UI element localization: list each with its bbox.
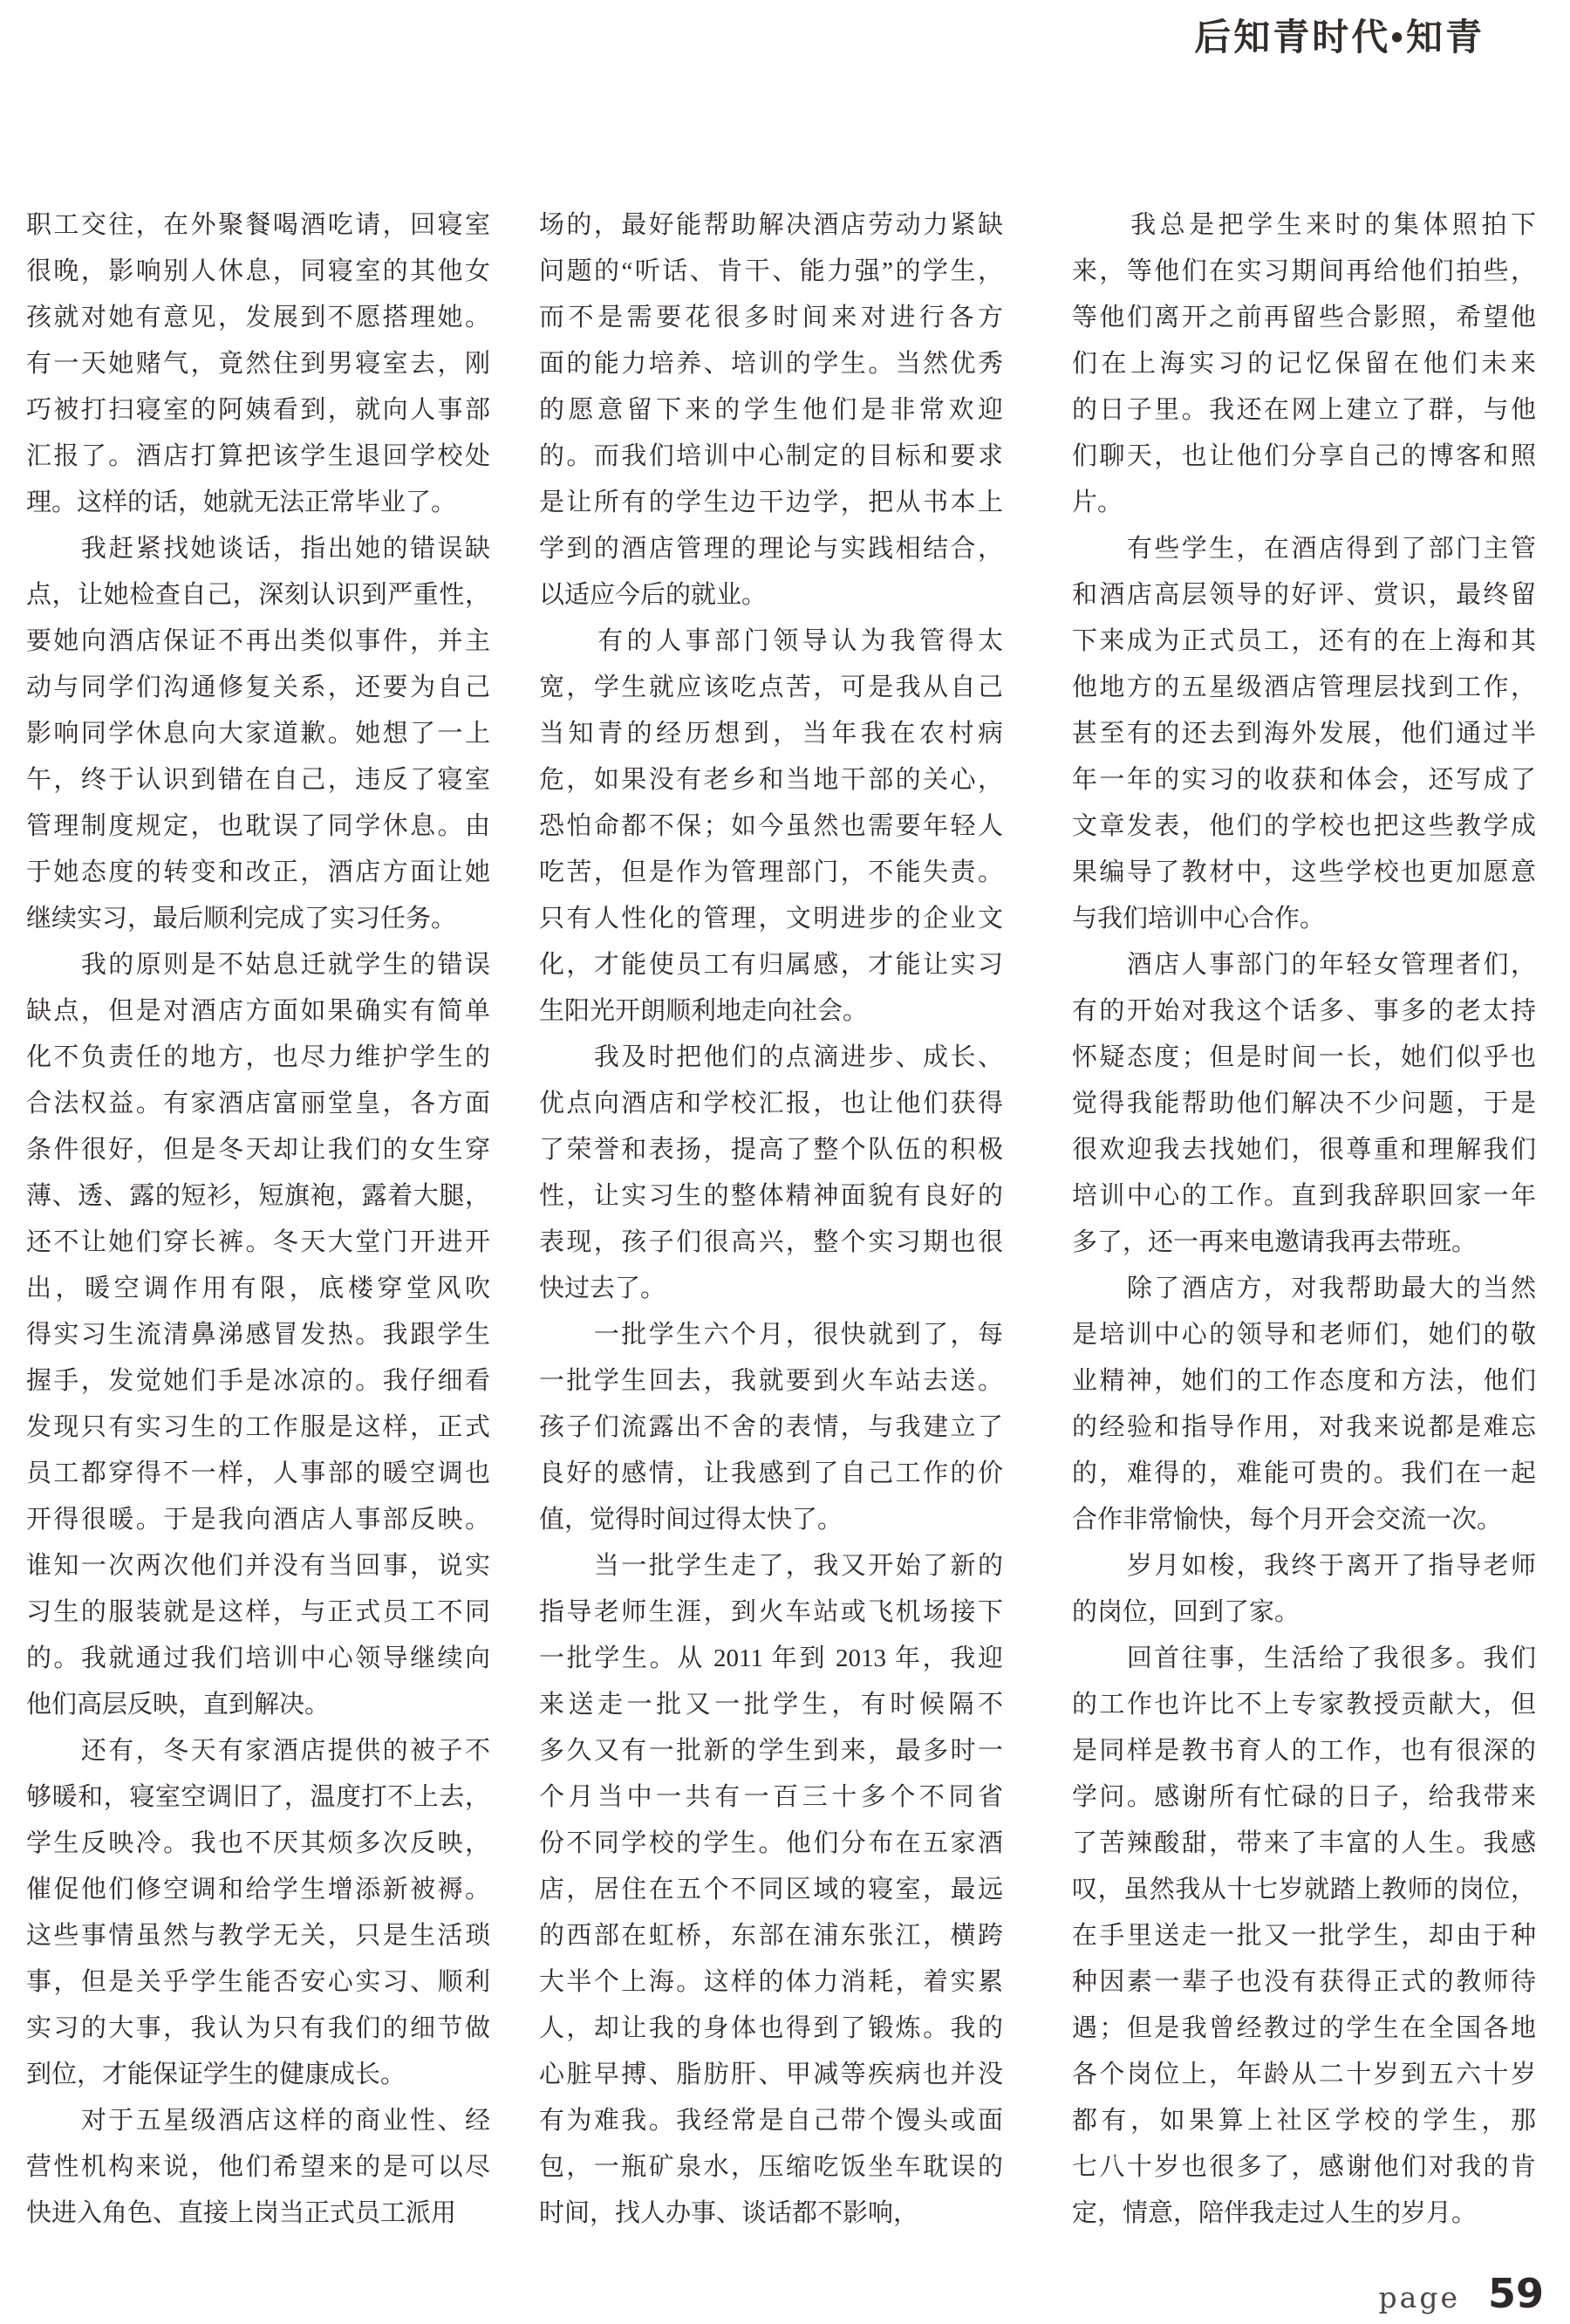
text-line: 的日子里。我还在网上建立了群，与他 — [1072, 396, 1536, 424]
text-line: 觉得我能帮助他们解决不少问题，于是 — [1072, 1090, 1536, 1118]
text-line: 来，等他们在实习期间再给他们拍些， — [1072, 257, 1536, 285]
text-line: 大半个上海。这样的体力消耗，着实累 — [539, 1968, 1003, 1996]
text-line: 指导老师生涯，到火车站或飞机场接下 — [539, 1598, 1003, 1626]
text-line: 的。而我们培训中心制定的目标和要求 — [539, 442, 1003, 470]
text-line: 快进入角色、直接上岗当正式员工派用 — [26, 2199, 457, 2227]
text-column-3 — [1072, 202, 1536, 2237]
text-line: 巧被打扫寝室的阿姨看到，就向人事部 — [26, 396, 490, 424]
text-line: 的岗位，回到了家。 — [1072, 1598, 1300, 1626]
text-line: 了荣誉和表扬，提高了整个队伍的积极 — [539, 1136, 1003, 1164]
footer-page-number: 59 — [1487, 2270, 1544, 2317]
text-line: 营性机构来说，他们希望来的是可以尽 — [26, 2153, 490, 2181]
text-line: 岁月如梭，我终于离开了指导老师 — [1072, 1552, 1536, 1580]
page-footer — [1379, 2270, 1544, 2317]
text-line: 面的能力培养、培训的学生。当然优秀 — [539, 350, 1003, 378]
text-line: 午，终于认识到错在自己，违反了寝室 — [26, 766, 490, 794]
text-line: 点，让她检查自己，深刻认识到严重性， — [26, 581, 490, 609]
text-line: 们在上海实习的记忆保留在他们未来 — [1072, 350, 1536, 378]
text-line: 和酒店高层领导的好评、赏识，最终留 — [1072, 581, 1536, 609]
text-line: 还不让她们穿长裤。冬天大堂门开进开 — [26, 1228, 490, 1256]
text-line: 业精神，她们的工作态度和方法，他们 — [1072, 1367, 1536, 1395]
text-line: 个月当中一共有一百三十多个不同省 — [539, 1783, 1003, 1811]
text-line: 够暖和，寝室空调旧了，温度打不上去， — [26, 1783, 490, 1811]
text-line: 都有，如果算上社区学校的学生，那 — [1072, 2107, 1536, 2135]
text-line: 果编导了教材中，这些学校也更加愿意 — [1072, 858, 1536, 886]
text-line: 有的人事部门领导认为我管得太 — [539, 627, 1003, 655]
text-line: 学生反映冷。我也不厌其烦多次反映， — [26, 1829, 490, 1857]
text-line: 吃苦，但是作为管理部门，不能失责。 — [539, 858, 1003, 886]
text-line: 年一年的实习的收获和体会，还写成了 — [1072, 766, 1536, 794]
text-line: 等他们离开之前再留些合影照，希望他 — [1072, 304, 1536, 332]
text-line: 文章发表，他们的学校也把这些教学成 — [1072, 812, 1536, 840]
text-line: 片。 — [1072, 489, 1123, 516]
text-line: 他地方的五星级酒店管理层找到工作， — [1072, 673, 1536, 701]
text-line: 良好的感情，让我感到了自己工作的价 — [539, 1459, 1003, 1487]
page-header-title: 后知青时代•知青 — [1194, 18, 1485, 58]
text-line: 人，却让我的身体也得到了锻炼。我的 — [539, 2014, 1003, 2042]
text-line: 这些事情虽然与教学无关，只是生活琐 — [26, 1922, 490, 1950]
text-line: 事，但是关乎学生能否安心实习、顺利 — [26, 1968, 490, 1996]
text-line: 有一天她赌气，竟然住到男寝室去，刚 — [26, 350, 490, 378]
text-line: 场的，最好能帮助解决酒店劳动力紧缺 — [539, 211, 1003, 239]
text-line: 学问。感谢所有忙碌的日子，给我带来 — [1072, 1783, 1536, 1811]
text-line: 多久又有一批新的学生到来，最多时一 — [539, 1737, 1003, 1765]
text-line: 薄、透、露的短衫，短旗袍，露着大腿， — [26, 1182, 490, 1210]
text-line: 在手里送走一批又一批学生，却由于种 — [1072, 1922, 1536, 1950]
text-line: 心脏早搏、脂肪肝、甲减等疾病也并没 — [539, 2061, 1003, 2088]
text-line: 包，一瓶矿泉水，压缩吃饭坐车耽误的 — [539, 2153, 1003, 2181]
text-line: 遇；但是我曾经教过的学生在全国各地 — [1072, 2014, 1536, 2042]
text-line: 习生的服装就是这样，与正式员工不同 — [26, 1598, 490, 1626]
text-line: 种因素一辈子也没有获得正式的教师待 — [1072, 1968, 1536, 1996]
text-line: 回首往事，生活给了我很多。我们 — [1072, 1644, 1536, 1672]
text-line: 汇报了。酒店打算把该学生退回学校处 — [26, 442, 490, 470]
text-line: 出，暖空调作用有限，底楼穿堂风吹 — [26, 1275, 490, 1302]
text-line: 是让所有的学生边干边学，把从书本上 — [539, 489, 1003, 516]
text-line: 来送走一批又一批学生，有时候隔不 — [539, 1691, 1003, 1719]
text-line: 的，难得的，难能可贵的。我们在一起 — [1072, 1459, 1536, 1487]
text-line: 各个岗位上，年龄从二十岁到五六十岁 — [1072, 2061, 1536, 2088]
text-line: 很晚，影响别人休息，同寝室的其他女 — [26, 257, 490, 285]
text-line: 一批学生六个月，很快就到了，每 — [539, 1321, 1003, 1349]
text-line: 问题的“听话、肯干、能力强”的学生， — [539, 257, 1003, 285]
text-line: 我的原则是不姑息迁就学生的错误 — [26, 951, 490, 979]
text-line: 的西部在虹桥，东部在浦东张江，横跨 — [539, 1922, 1003, 1950]
text-line: 的工作也许比不上专家教授贡献大，但 — [1072, 1691, 1536, 1719]
text-line: 恐怕命都不保；如今虽然也需要年轻人 — [539, 812, 1003, 840]
text-line: 的愿意留下来的学生他们是非常欢迎 — [539, 396, 1003, 424]
text-line: 多了，还一再来电邀请我再去带班。 — [1072, 1228, 1478, 1256]
text-line: 动与同学们沟通修复关系，还要为自己 — [26, 673, 490, 701]
text-line: 怀疑态度；但是时间一长，她们似乎也 — [1072, 1043, 1536, 1071]
text-line: 我赶紧找她谈话，指出她的错误缺 — [26, 535, 490, 563]
text-line: 优点向酒店和学校汇报，也让他们获得 — [539, 1090, 1003, 1118]
text-line: 孩就对她有意见，发展到不愿搭理她。 — [26, 304, 490, 332]
text-line: 影响同学休息向大家道歉。她想了一上 — [26, 720, 490, 748]
text-line: 生阳光开朗顺利地走向社会。 — [539, 997, 869, 1025]
text-line: 学到的酒店管理的理论与实践相结合， — [539, 535, 1003, 563]
text-line: 得实习生流清鼻涕感冒发热。我跟学生 — [26, 1321, 490, 1349]
text-line: 当知青的经历想到，当年我在农村病 — [539, 720, 1003, 748]
text-line: 的。我就通过我们培训中心领导继续向 — [26, 1644, 490, 1672]
text-line: 下来成为正式员工，还有的在上海和其 — [1072, 627, 1536, 655]
text-line: 有些学生，在酒店得到了部门主管 — [1072, 535, 1536, 563]
text-line: 缺点，但是对酒店方面如果确实有简单 — [26, 997, 490, 1025]
text-line: 很欢迎我去找她们，很尊重和理解我们 — [1072, 1136, 1536, 1164]
text-line: 理。这样的话，她就无法正常毕业了。 — [26, 489, 457, 516]
text-line: 他们高层反映，直到解决。 — [26, 1691, 331, 1719]
text-line: 一批学生回去，我就要到火车站去送。 — [539, 1367, 1003, 1395]
text-line: 要她向酒店保证不再出类似事件，并主 — [26, 627, 490, 655]
footer-page-label: page — [1378, 2280, 1460, 2314]
text-line: 开得很暖。于是我向酒店人事部反映。 — [26, 1506, 490, 1534]
text-line: 表现，孩子们很高兴，整个实习期也很 — [539, 1228, 1003, 1256]
text-line: 份不同学校的学生。他们分布在五家酒 — [539, 1829, 1003, 1857]
text-line: 握手，发觉她们手是冰凉的。我仔细看 — [26, 1367, 490, 1395]
text-line: 甚至有的还去到海外发展，他们通过半 — [1072, 720, 1536, 748]
text-column-2 — [539, 202, 1003, 2237]
text-line: 是同样是教书育人的工作，也有很深的 — [1072, 1737, 1536, 1765]
text-line: 是培训中心的领导和老师们，她们的敬 — [1072, 1321, 1536, 1349]
text-column-1 — [26, 202, 490, 2237]
text-line: 管理制度规定，也耽误了同学休息。由 — [26, 812, 490, 840]
text-line: 除了酒店方，对我帮助最大的当然 — [1072, 1275, 1536, 1302]
text-line: 催促他们修空调和给学生增添新被褥。 — [26, 1876, 490, 1904]
text-line: 化不负责任的地方，也尽力维护学生的 — [26, 1043, 490, 1071]
text-line: 孩子们流露出不舍的表情，与我建立了 — [539, 1413, 1003, 1441]
text-line: 定，情意，陪伴我走过人生的岁月。 — [1072, 2199, 1478, 2227]
text-line: 有为难我。我经常是自己带个馒头或面 — [539, 2107, 1003, 2135]
text-line: 宽，学生就应该吃点苦，可是我从自己 — [539, 673, 1003, 701]
text-line: 培训中心的工作。直到我辞职回家一年 — [1072, 1182, 1536, 1210]
text-line: 有的开始对我这个话多、事多的老太持 — [1072, 997, 1536, 1025]
text-line: 七八十岁也很多了，感谢他们对我的肯 — [1072, 2153, 1536, 2181]
text-line: 化，才能使员工有归属感，才能让实习 — [539, 951, 1003, 979]
text-line: 值，觉得时间过得太快了。 — [539, 1506, 843, 1534]
text-line: 发现只有实习生的工作服是这样，正式 — [26, 1413, 490, 1441]
text-line: 谁知一次两次他们并没有当回事，说实 — [26, 1552, 490, 1580]
text-line: 到位，才能保证学生的健康成长。 — [26, 2061, 406, 2088]
text-line: 快过去了。 — [539, 1275, 666, 1302]
text-line: 叹，虽然我从十七岁就踏上教师的岗位， — [1072, 1876, 1536, 1904]
text-line: 以适应今后的就业。 — [539, 581, 768, 609]
text-line: 当一批学生走了，我又开始了新的 — [539, 1552, 1003, 1580]
text-line: 继续实习，最后顺利完成了实习任务。 — [26, 905, 457, 933]
text-line: 酒店人事部门的年轻女管理者们， — [1072, 951, 1536, 979]
text-line: 时间，找人办事、谈话都不影响， — [539, 2199, 919, 2227]
text-line: 员工都穿得不一样，人事部的暖空调也 — [26, 1459, 490, 1487]
text-line: 的经验和指导作用，对我来说都是难忘 — [1072, 1413, 1536, 1441]
text-line: 与我们培训中心合作。 — [1072, 905, 1326, 933]
text-line: 还有，冬天有家酒店提供的被子不 — [26, 1737, 490, 1765]
text-line: 条件很好，但是冬天却让我们的女生穿 — [26, 1136, 490, 1164]
text-line: 们聊天，也让他们分享自己的博客和照 — [1072, 442, 1536, 470]
text-line: 职工交往，在外聚餐喝酒吃请，回寝室 — [26, 211, 490, 239]
text-line: 我及时把他们的点滴进步、成长、 — [539, 1043, 1003, 1071]
text-line: 危，如果没有老乡和当地干部的关心， — [539, 766, 1003, 794]
text-line: 合作非常愉快，每个月开会交流一次。 — [1072, 1506, 1503, 1534]
text-line: 只有人性化的管理，文明进步的企业文 — [539, 905, 1003, 933]
text-line: 实习的大事，我认为只有我们的细节做 — [26, 2014, 490, 2042]
text-line: 店，居住在五个不同区域的寝室，最远 — [539, 1876, 1003, 1904]
text-line: 对于五星级酒店这样的商业性、经 — [26, 2107, 490, 2135]
text-line: 而不是需要花很多时间来对进行各方 — [539, 304, 1003, 332]
text-line: 于她态度的转变和改正，酒店方面让她 — [26, 858, 490, 886]
text-line: 一批学生。从 2011 年到 2013 年，我迎 — [539, 1644, 1003, 1672]
text-line: 性，让实习生的整体精神面貌有良好的 — [539, 1182, 1003, 1210]
text-line: 我总是把学生来时的集体照拍下 — [1072, 211, 1536, 239]
text-line: 合法权益。有家酒店富丽堂皇，各方面 — [26, 1090, 490, 1118]
text-line: 了苦辣酸甜，带来了丰富的人生。我感 — [1072, 1829, 1536, 1857]
